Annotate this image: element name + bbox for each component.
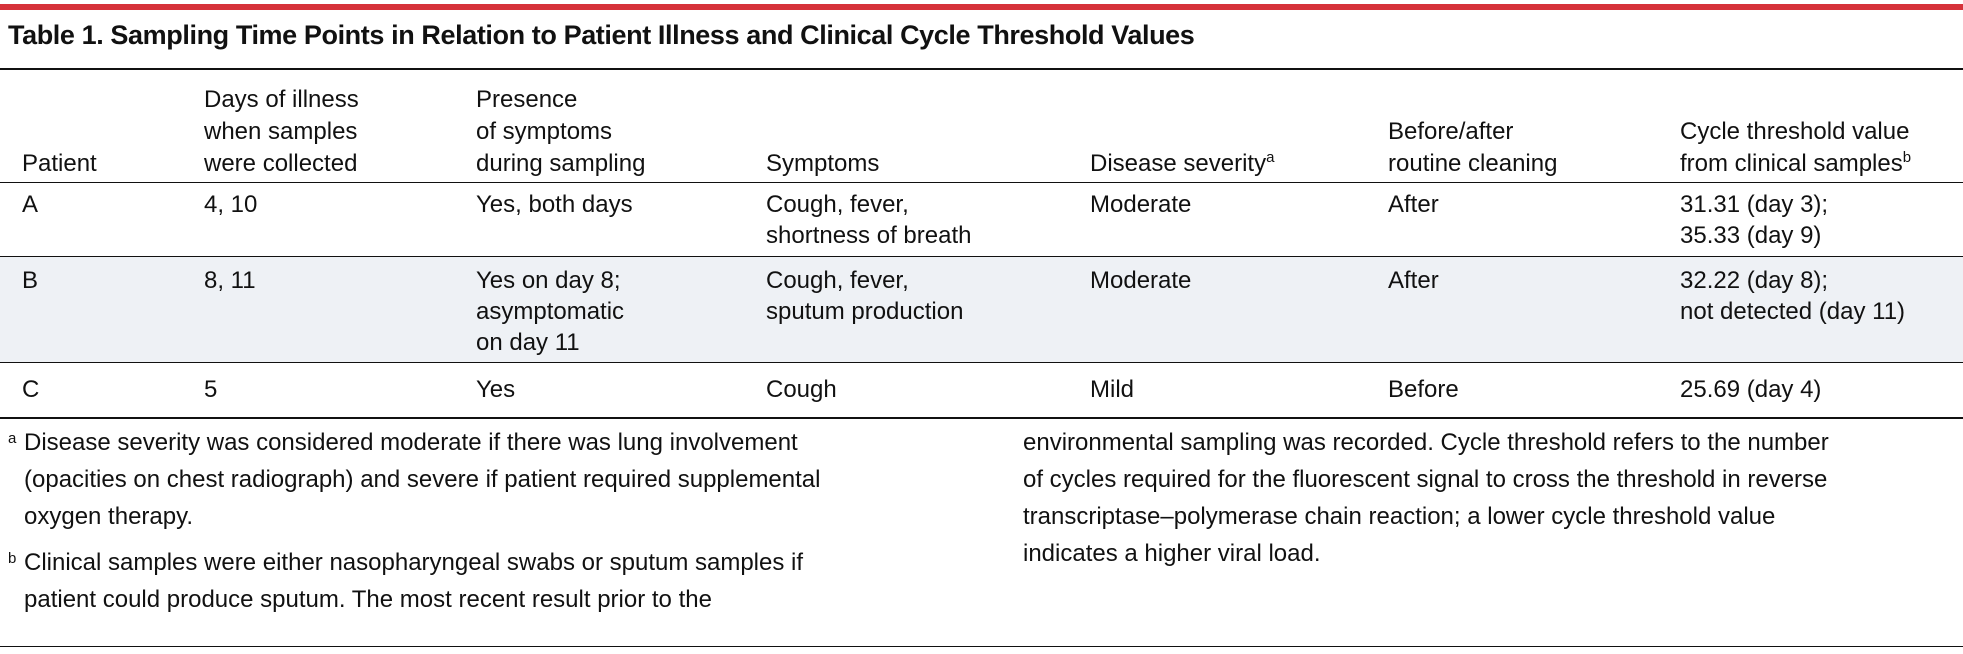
table-cell: Moderate bbox=[1090, 267, 1192, 294]
table-cell: 32.22 (day 8); not detected (day 11) bbox=[1680, 267, 1906, 325]
table-title: Table 1. Sampling Time Points in Relation to Patient Illness and Clinical Cycle Threshold Values bbox=[8, 20, 1195, 50]
column-header: during sampling bbox=[476, 150, 646, 177]
footnote-line: (opacities on chest radiograph) and severe if patient required supplemental bbox=[24, 466, 821, 493]
table-cell: B bbox=[22, 267, 39, 294]
column-header: Before/after bbox=[1388, 118, 1514, 145]
page-bottom-rule bbox=[0, 646, 1963, 647]
column-header: Disease severity$^a$ bbox=[1090, 149, 1275, 177]
column-header: routine cleaning bbox=[1388, 150, 1558, 177]
row-divider bbox=[0, 362, 1963, 363]
table-cell: 31.31 (day 3); 35.33 (day 9) bbox=[1680, 191, 1829, 249]
footnote-line: oxygen therapy. bbox=[24, 503, 193, 530]
footnote-mark-b: b bbox=[8, 550, 17, 567]
footnote-line: patient could produce sputum. The most recent result prior to the bbox=[24, 586, 712, 613]
table-cell: After bbox=[1388, 267, 1439, 294]
footnote-line: environmental sampling was recorded. Cycle threshold refers to the number bbox=[1023, 429, 1829, 456]
footnote-line: transcriptase–polymerase chain reaction; a lower cycle threshold value bbox=[1023, 503, 1776, 530]
table-cell: 8, 11 bbox=[204, 267, 256, 294]
column-header: Cycle threshold value bbox=[1680, 118, 1910, 145]
table-cell: 4, 10 bbox=[204, 191, 258, 218]
table-bottom-rule bbox=[0, 417, 1963, 419]
table-cell: Cough, fever, sputum production bbox=[766, 267, 964, 325]
row-divider bbox=[0, 182, 1963, 183]
table-cell: Before bbox=[1388, 376, 1459, 403]
column-header: Days of illness bbox=[204, 86, 359, 113]
title-divider bbox=[0, 68, 1963, 70]
footnote-reference: b bbox=[1902, 149, 1912, 166]
table-cell: Cough bbox=[766, 376, 837, 403]
column-header: Symptoms bbox=[766, 150, 880, 177]
column-header: were collected bbox=[204, 150, 358, 177]
table-cell: 5 bbox=[204, 376, 218, 403]
footnote-line: Clinical samples were either nasopharyngeal swabs or sputum samples if bbox=[24, 549, 804, 576]
table-cell: Mild bbox=[1090, 376, 1135, 403]
table-cell: Moderate bbox=[1090, 191, 1192, 218]
column-header: when samples bbox=[204, 118, 358, 145]
column-header: Patient bbox=[22, 150, 97, 177]
footnote-mark-a: a bbox=[8, 430, 17, 447]
table-cell: C bbox=[22, 376, 40, 403]
table-cell: A bbox=[22, 191, 39, 218]
table-cell: Yes on day 8; asymptomatic on day 11 bbox=[476, 267, 625, 356]
footnote-line: of cycles required for the fluorescent signal to cross the threshold in reverse bbox=[1023, 466, 1828, 493]
column-header: from clinical samples$^b$ bbox=[1680, 149, 1912, 177]
column-header: of symptoms bbox=[476, 118, 613, 145]
footnote-reference: a bbox=[1266, 149, 1275, 166]
footnote-line: indicates a higher viral load. bbox=[1023, 540, 1321, 567]
table-cell: After bbox=[1388, 191, 1439, 218]
column-header: Presence bbox=[476, 86, 578, 113]
footnote-line: Disease severity was considered moderate if there was lung involvement bbox=[24, 429, 798, 456]
table-cell: Yes bbox=[476, 376, 516, 403]
table-cell: Cough, fever, shortness of breath bbox=[766, 191, 972, 249]
table-cell: 25.69 (day 4) bbox=[1680, 376, 1822, 403]
table-cell: Yes, both days bbox=[476, 191, 633, 218]
row-divider bbox=[0, 256, 1963, 257]
row-shading bbox=[0, 256, 1963, 362]
top-accent-rule bbox=[0, 4, 1963, 10]
